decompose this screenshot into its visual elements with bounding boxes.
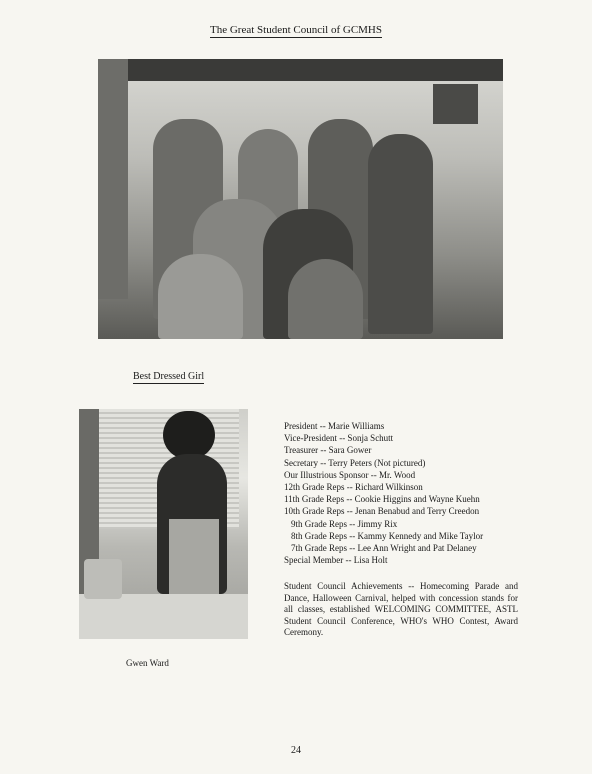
officer-list: [284, 420, 524, 566]
officer-line: 8th Grade Reps -- Kammy Kennedy and Mike Taylor: [291, 530, 484, 541]
achievements-paragraph: Student Council Achievements -- Homecoming Parade and Dance, Halloween Carnival, helped with concession stands for all classes, established WELCOMING COMMITTEE, ASTL Student Council Conference, WHO's WHO Contest, Award Ceremony.: [284, 581, 518, 638]
best-dressed-photo: [79, 409, 248, 639]
photo-person-hair: [163, 411, 215, 459]
officer-line: 9th Grade Reps -- Jimmy Rix: [291, 518, 398, 529]
photo-flag: [433, 84, 478, 124]
page-title: [0, 24, 592, 36]
page-title-text: The Great Student Council of GCMHS: [209, 24, 382, 36]
officer-line: 11th Grade Reps -- Cookie Higgins and Wayne Kuehn: [284, 494, 480, 505]
officer-line: Special Member -- Lisa Holt: [284, 555, 388, 566]
photo-apron: [169, 519, 219, 594]
photo-banner: [98, 59, 503, 81]
photo-person: [368, 134, 433, 334]
student-council-group-photo: [98, 59, 503, 339]
officer-line: 7th Grade Reps -- Lee Ann Wright and Pat Delaney: [291, 543, 477, 554]
page-number: 24: [291, 745, 301, 756]
officer-line: Our Illustrious Sponsor -- Mr. Wood: [284, 469, 416, 480]
officer-line: 10th Grade Reps -- Jenan Benabud and Terry Creedon: [284, 506, 480, 517]
photo-counter: [79, 594, 248, 639]
photo-person: [288, 259, 363, 339]
photo-person: [158, 254, 243, 339]
photo-shelf: [98, 59, 128, 299]
officer-line: 12th Grade Reps -- Richard Wilkinson: [284, 482, 423, 493]
photo-canister: [84, 559, 122, 599]
officer-line: Secretary -- Terry Peters (Not pictured): [284, 457, 426, 468]
best-dressed-caption: Best Dressed Girl: [133, 371, 205, 382]
officer-line: Treasurer -- Sara Gower: [284, 445, 372, 456]
officer-line: Vice-President -- Sonja Schutt: [284, 433, 394, 444]
officer-line: President -- Marie Williams: [284, 421, 385, 431]
photo-caption: Gwen Ward: [126, 658, 169, 668]
